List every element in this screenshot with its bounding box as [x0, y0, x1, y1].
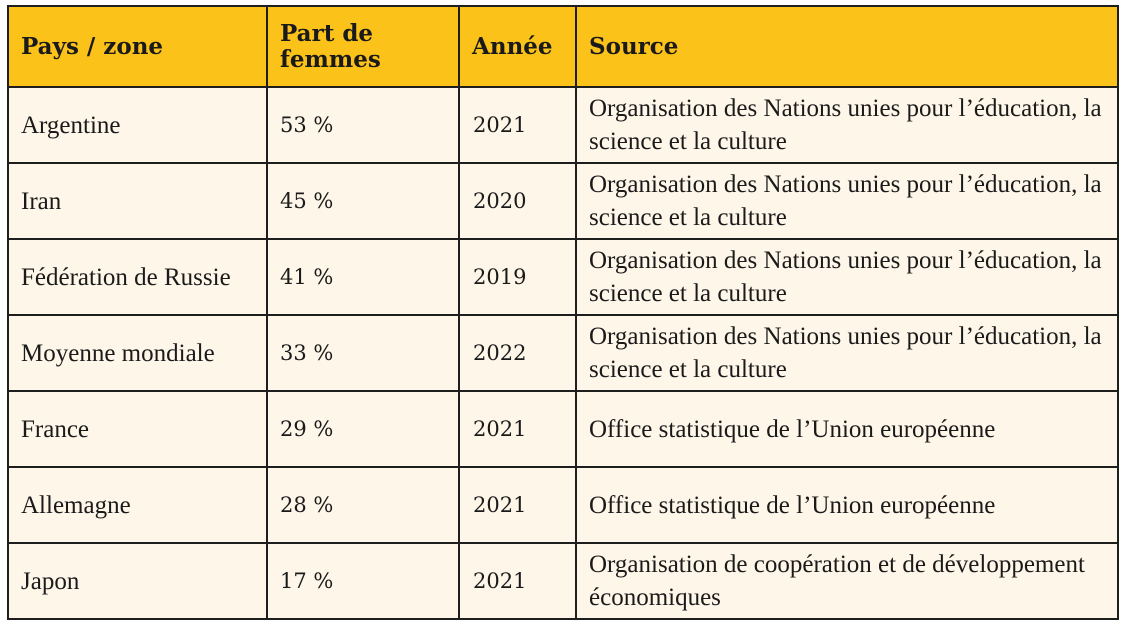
cell-country: Allemagne	[8, 467, 267, 543]
cell-share: 33 %	[267, 315, 459, 391]
cell-country: Argentine	[8, 87, 267, 163]
cell-year: 2019	[459, 239, 576, 315]
cell-year: 2021	[459, 467, 576, 543]
cell-source: Organisation des Nations unies pour l’éducation, la science et la culture	[576, 315, 1118, 391]
cell-source: Organisation de coopération et de développement économiques	[576, 543, 1118, 619]
cell-year: 2022	[459, 315, 576, 391]
cell-source: Organisation des Nations unies pour l’éducation, la science et la culture	[576, 239, 1118, 315]
table-row	[8, 543, 1118, 619]
table-row	[8, 239, 1118, 315]
cell-share: 45 %	[267, 163, 459, 239]
table-row	[8, 391, 1118, 467]
cell-share: 53 %	[267, 87, 459, 163]
cell-share: 17 %	[267, 543, 459, 619]
table-row	[8, 163, 1118, 239]
cell-source: Office statistique de l’Union européenne	[576, 467, 1118, 543]
cell-country: Iran	[8, 163, 267, 239]
cell-year: 2020	[459, 163, 576, 239]
cell-year: 2021	[459, 543, 576, 619]
header-share-women: Part de femmes	[267, 6, 459, 87]
table-row	[8, 87, 1118, 163]
cell-source: Organisation des Nations unies pour l’éducation, la science et la culture	[576, 163, 1118, 239]
cell-country: France	[8, 391, 267, 467]
cell-share: 28 %	[267, 467, 459, 543]
header-country: Pays / zone	[8, 6, 267, 87]
cell-year: 2021	[459, 391, 576, 467]
table-row	[8, 467, 1118, 543]
cell-year: 2021	[459, 87, 576, 163]
cell-country: Fédération de Russie	[8, 239, 267, 315]
table-row	[8, 315, 1118, 391]
cell-source: Organisation des Nations unies pour l’éducation, la science et la culture	[576, 87, 1118, 163]
cell-source: Office statistique de l’Union européenne	[576, 391, 1118, 467]
women-share-table	[7, 5, 1119, 620]
cell-country: Japon	[8, 543, 267, 619]
header-year: Année	[459, 6, 576, 87]
table-header-row	[8, 6, 1118, 87]
cell-share: 41 %	[267, 239, 459, 315]
cell-country: Moyenne mondiale	[8, 315, 267, 391]
cell-share: 29 %	[267, 391, 459, 467]
header-source: Source	[576, 6, 1118, 87]
